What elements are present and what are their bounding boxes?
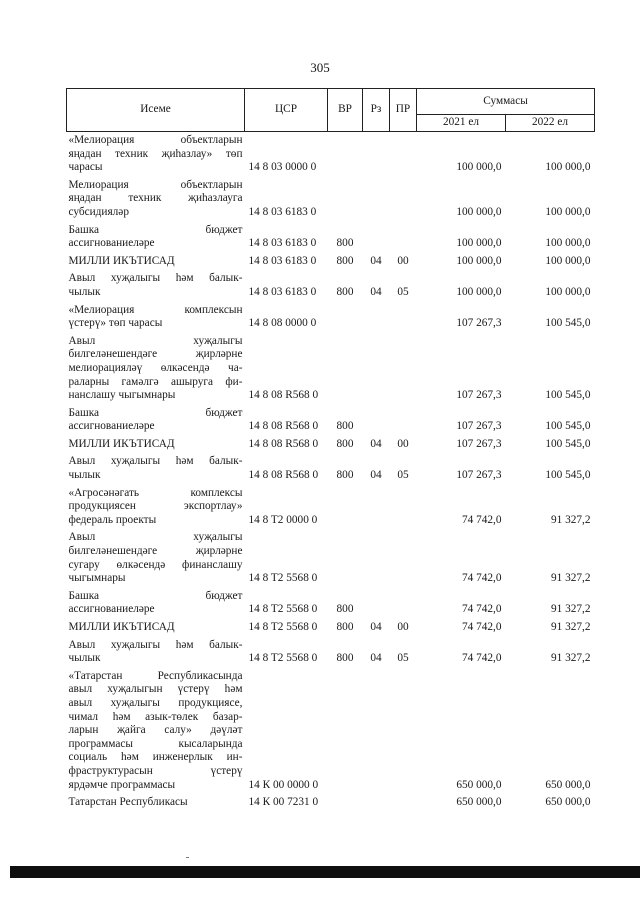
row-rz: 04 [370,437,382,450]
row-name-line: продукциясен экспортлау» [68,500,243,513]
row-csr: 14 8 T2 5568 0 [248,603,318,616]
row-sum-2022: 100 545,0 [545,420,591,433]
row-rz: 04 [370,254,382,267]
row-pr: 00 [397,437,409,450]
row-vr: 800 [336,469,354,482]
row-name-line: субсидияләр [68,205,129,218]
row-sum-2021: 100 000,0 [456,161,502,174]
row-sum-2021: 107 267,3 [456,389,502,402]
budget-table [66,88,595,812]
row-name-line: МИЛЛИ ИКЪТИСАД [68,254,175,267]
row-sum-2022: 91 327,2 [550,513,591,526]
row-pr: 00 [397,621,409,633]
row-pr [390,222,417,253]
header-vr: ВР [328,89,363,132]
row-name [67,529,245,587]
row-name-line: үстерү» төп чарасы [68,317,163,330]
row-name-line: «Агросәнәгать комплексы [68,486,243,499]
row-sum-2021: 74 742,0 [461,572,502,585]
row-sum-2022: 100 545,0 [545,437,591,450]
row-name-line: яңадан техник җиһазлауга [68,192,243,205]
row-sum-2022: 91 327,2 [550,603,591,616]
table-row [67,529,595,587]
row-sum-2022: 100 000,0 [545,161,591,174]
row-vr: 800 [336,254,354,267]
row-sum-2022: 100 545,0 [545,317,591,330]
row-sum-2021: 107 267,3 [456,317,502,330]
row-sum-2021: 100 000,0 [456,205,502,218]
row-name-line: чарасы [68,161,103,174]
table-row [67,132,595,177]
row-vr [328,132,363,177]
row-pr [390,405,417,436]
row-name-line: федераль проекты [68,513,157,526]
row-name-line: чимал һәм азык-төлек базар- [68,710,243,723]
row-sum-2022: 91 327,2 [550,572,591,585]
row-name [67,588,245,619]
row-name [67,668,245,794]
row-sum-2021: 100 000,0 [456,285,502,298]
scan-mark [186,857,189,858]
row-vr: 800 [336,285,354,298]
row-name-line: ассигнованиеләре [68,420,155,433]
row-name-line: яңадан техник җиһазлау» төп [68,147,243,160]
row-sum-2022: 650 000,0 [545,778,591,791]
row-pr [390,333,417,405]
row-name [67,222,245,253]
row-vr: 800 [336,621,354,633]
row-vr [328,485,363,530]
table-row [67,177,595,222]
row-name-line: билгеләнешендәге җирләрне [68,545,243,558]
row-sum-2021: 74 742,0 [461,603,502,616]
row-name [67,485,245,530]
row-name-line: ярдәмче программасы [68,778,176,791]
page-number: 305 [310,60,330,75]
row-name-line: МИЛЛИ ИКЪТИСАД [68,437,175,450]
row-rz [363,588,390,619]
row-name-line: чыгымнары [68,572,126,585]
row-sum-2022: 100 000,0 [545,285,591,298]
row-sum-2021: 107 267,3 [456,437,502,450]
row-rz: 04 [370,652,382,665]
row-name-line: Авыл хуҗалыгы [68,334,243,347]
row-sum-2021: 107 267,3 [456,420,502,433]
row-name-line: ларын җайга салу» дәүләт [68,724,243,737]
row-name-line: Авыл хуҗалыгы һәм балык- [68,638,243,651]
row-sum-2021: 100 000,0 [456,237,502,250]
row-pr [390,132,417,177]
row-pr [390,668,417,794]
row-sum-2021: 74 742,0 [461,652,502,665]
row-sum-2022: 100 545,0 [545,469,591,482]
table-row [67,405,595,436]
table-row [67,253,595,271]
row-name-line: «Мелиорация объектларын [68,134,243,146]
row-pr [390,529,417,587]
row-vr [328,794,363,812]
row-csr: 14 8 08 R568 0 [248,420,319,433]
row-csr: 14 К 00 7231 0 [248,796,319,809]
row-csr: 14 8 03 6183 0 [248,285,317,298]
row-name-line: ассигнованиеләре [68,237,155,250]
row-sum-2021: 650 000,0 [456,796,502,809]
row-pr: 05 [397,285,409,298]
row-sum-2022: 100 000,0 [545,254,591,267]
row-rz: 04 [370,285,382,298]
table-row [67,333,595,405]
table-row [67,794,595,812]
row-csr: 14 К 00 0000 0 [248,778,319,791]
row-name [67,453,245,484]
header-sums: Суммасы [417,89,595,115]
row-name [67,333,245,405]
row-name-line: Татарстан Республикасы [68,796,188,809]
row-name-line: Авыл хуҗалыгы [68,531,243,544]
row-sum-2022: 100 000,0 [545,237,591,250]
row-name-line: Мелиорация объектларын [68,178,243,191]
row-sum-2021: 74 742,0 [461,513,502,526]
table-row [67,668,595,794]
row-sum-2021: 107 267,3 [456,469,502,482]
row-csr: 14 8 03 6183 0 [248,205,317,218]
table-row [67,222,595,253]
row-sum-2021: 100 000,0 [456,254,502,267]
row-pr [390,485,417,530]
row-csr: 14 8 T2 5568 0 [248,572,318,585]
row-name-line: Башка бюджет [68,223,243,236]
row-csr: 14 8 03 0000 0 [248,161,317,174]
row-name [67,177,245,222]
row-name-line: «Татарстан Республикасында [68,669,243,682]
row-vr [328,333,363,405]
row-pr: 05 [397,652,409,665]
header-rz: Рз [363,89,390,132]
row-sum-2021: 74 742,0 [461,621,502,633]
row-rz [363,177,390,222]
row-name-line: раларны гамәлгә ашыруга фи- [68,375,243,388]
row-name [67,302,245,333]
row-name-line: чылык [68,285,101,298]
header-pr: ПР [390,89,417,132]
row-name-line: социаль һәм инженерлык ин- [68,751,243,764]
row-vr: 800 [336,437,354,450]
table-header [67,89,595,132]
scan-edge-bar [10,866,640,878]
row-name-line: программасы кысаларында [68,737,243,750]
row-vr [328,529,363,587]
row-name-line: сугару өлкәсендә финанслашу [68,558,243,571]
row-sum-2022: 91 327,2 [550,621,591,633]
row-name-line: нанслашу чыгымнары [68,389,176,402]
row-sum-2022: 650 000,0 [545,796,591,809]
row-name-line: Авыл хуҗалыгы һәм балык- [68,272,243,285]
row-vr: 800 [336,237,354,250]
row-name-line: Авыл хуҗалыгы һәм балык- [68,455,243,468]
row-csr: 14 8 08 R568 0 [248,437,319,450]
row-rz: 04 [370,469,382,482]
row-sum-2022: 100 000,0 [545,205,591,218]
row-rz: 04 [370,621,382,633]
row-rz [363,132,390,177]
row-name [67,270,245,301]
row-sum-2021: 650 000,0 [456,778,502,791]
table-body [67,132,595,812]
row-name [67,436,245,454]
row-vr [328,302,363,333]
row-name [67,132,245,177]
row-pr [390,794,417,812]
row-rz [363,794,390,812]
table-row [67,485,595,530]
row-pr [390,302,417,333]
row-vr: 800 [336,652,354,665]
row-sum-2022: 91 327,2 [550,652,591,665]
header-csr: ЦСР [245,89,328,132]
header-year-2022: 2022 ел [506,115,595,132]
row-name [67,619,245,637]
row-rz [363,529,390,587]
table-row [67,637,595,668]
row-rz [363,333,390,405]
row-pr [390,177,417,222]
row-name-line: Башка бюджет [68,406,243,419]
row-vr: 800 [336,603,354,616]
row-name [67,253,245,271]
row-csr: 14 8 03 6183 0 [248,237,317,250]
table-row [67,453,595,484]
row-vr [328,177,363,222]
row-name-line: Башка бюджет [68,589,243,602]
table-row [67,270,595,301]
row-csr: 14 8 08 0000 0 [248,317,317,330]
row-csr: 14 8 T2 0000 0 [248,513,318,526]
row-name-line: чылык [68,652,101,665]
row-name-line: фраструктурасын үстерү [68,764,243,777]
row-name-line: МИЛЛИ ИКЪТИСАД [68,621,175,633]
row-name [67,794,245,812]
table-row [67,436,595,454]
row-csr: 14 8 T2 5568 0 [248,652,318,665]
row-csr: 14 8 08 R568 0 [248,389,319,402]
row-csr: 14 8 08 R568 0 [248,469,319,482]
row-name-line: билгеләнешендәге җирләрне [68,348,243,361]
row-name-line: чылык [68,469,101,482]
row-pr: 00 [397,254,409,267]
row-name-line: мелиорацияләү өлкәсендә ча- [68,361,243,374]
row-rz [363,405,390,436]
header-year-2021: 2021 ел [417,115,506,132]
row-rz [363,302,390,333]
row-name-line: ассигнованиеләре [68,603,155,616]
row-pr: 05 [397,469,409,482]
row-csr: 14 8 T2 5568 0 [248,621,318,633]
table-row [67,302,595,333]
row-name-line: авыл хуҗалыгын үстерү һәм [68,683,243,696]
row-name [67,637,245,668]
row-csr: 14 8 03 6183 0 [248,254,317,267]
row-pr [390,588,417,619]
row-rz [363,222,390,253]
row-rz [363,668,390,794]
table-row [67,619,595,637]
row-name-line: авыл хуҗалыгы продукциясе, [68,696,243,709]
row-name-line: «Мелиорация комплексын [68,303,243,316]
row-vr [328,668,363,794]
row-rz [363,485,390,530]
row-sum-2022: 100 545,0 [545,389,591,402]
table-row [67,588,595,619]
row-vr: 800 [336,420,354,433]
header-name: Исеме [67,89,245,132]
row-name [67,405,245,436]
